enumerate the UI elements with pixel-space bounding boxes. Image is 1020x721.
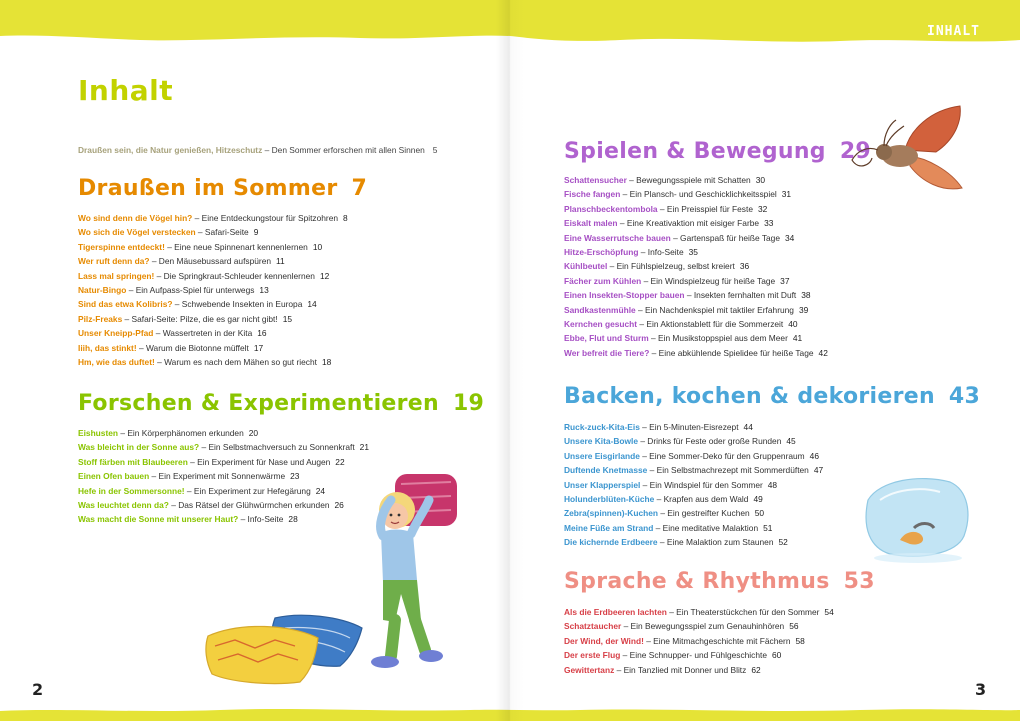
toc-entry-description: – Das Rätsel der Glühwürmchen erkunden <box>168 499 330 510</box>
toc-entry <box>78 269 348 283</box>
toc-entry-page: 58 <box>795 635 805 646</box>
toc-entry-page: 18 <box>321 356 332 367</box>
toc-entry <box>564 619 834 633</box>
toc-entry-description: – Gartenspaß für heiße Tage <box>670 232 780 243</box>
page-number-right: 3 <box>975 680 987 699</box>
toc-entry-page: 14 <box>307 299 317 310</box>
page-number-left: 2 <box>32 680 44 699</box>
toc-entry-page: 9 <box>253 227 259 238</box>
toc-entry-page: 49 <box>753 493 763 504</box>
intro-line <box>78 145 437 155</box>
toc-entry-title: Die kichernde Erdbeere <box>564 537 658 548</box>
toc-entry-page: 10 <box>312 241 323 252</box>
toc-entry-title: Der Wind, der Wind! <box>564 635 644 646</box>
toc-entry <box>78 355 348 369</box>
toc-entry <box>564 648 834 662</box>
toc-entry-description: – Ein Preisspiel für Feste <box>657 203 753 214</box>
book-gutter-shadow <box>496 0 524 721</box>
toc-entry-title: Ruck-zuck-Kita-Eis <box>564 422 640 432</box>
toc-entry-description: – Ein Selbstmachrezept mit Sommerdüften <box>647 465 809 476</box>
toc-entry-title: Wer befreit die Tiere? <box>564 347 650 358</box>
section-title-spielen <box>564 139 871 164</box>
toc-entry-page: 50 <box>754 508 765 519</box>
toc-entry-description: – Eine Schnupper- und Fühlgeschichte <box>620 650 767 661</box>
toc-entry-description: – Warum die Biotonne müffelt <box>136 342 249 353</box>
toc-entry-title: Eishusten <box>78 428 119 438</box>
toc-entry-title: Lass mal springen! <box>78 270 155 281</box>
toc-entry <box>564 449 823 463</box>
child-illustration <box>355 470 470 675</box>
toc-entry-page: 20 <box>248 428 259 438</box>
toc-entry <box>564 216 828 230</box>
section-page-number: 29 <box>839 139 872 164</box>
toc-entry-page: 22 <box>335 456 345 467</box>
section-entries-forschen <box>78 426 369 527</box>
toc-entry-description: – Info-Seite <box>638 246 684 257</box>
toc-entry-description: – Ein Tanzlied mit Donner und Blitz <box>614 664 747 675</box>
toc-entry-description: – Ein Nachdenkspiel mit taktiler Erfahrung <box>635 304 794 315</box>
toc-entry-title: Duftende Knetmasse <box>564 465 648 476</box>
toc-entry <box>564 331 828 345</box>
toc-entry-title: Unsere Kita-Bowle <box>564 436 638 447</box>
toc-entry <box>78 254 348 268</box>
toc-entry-description: – Eine Mitmachgeschichte mit Fächern <box>643 635 791 646</box>
toc-entry <box>564 259 828 273</box>
toc-entry <box>564 317 828 331</box>
toc-entry-title: Pilz-Freaks <box>78 313 123 324</box>
toc-entry-title: Fische fangen <box>564 189 621 200</box>
toc-entry <box>78 283 348 297</box>
page-title: Inhalt <box>78 74 174 107</box>
section-entries-draussen <box>78 211 348 369</box>
toc-entry-title: Unsere Eisgirlande <box>564 450 640 461</box>
toc-entry-page: 30 <box>755 175 766 185</box>
toc-entry-title: Unser Kneipp-Pfad <box>78 328 154 339</box>
ice-block-illustration <box>860 470 975 565</box>
section-page-number: 7 <box>351 176 368 201</box>
toc-entry-title: Fächer zum Kühlen <box>564 275 642 286</box>
toc-entry <box>564 187 828 201</box>
toc-entry <box>78 341 348 355</box>
toc-entry-description: – Bewegungsspiele mit Schatten <box>626 175 751 185</box>
toc-entry <box>564 492 823 506</box>
toc-entry-title: Eiskalt malen <box>564 218 618 229</box>
section-title-text: Forschen & Experimentieren <box>78 391 439 416</box>
toc-entry-description: – Ein Experiment für Nase und Augen <box>187 456 331 467</box>
toc-entry <box>78 426 369 440</box>
toc-entry <box>564 506 823 520</box>
toc-entry <box>564 434 823 448</box>
toc-entry <box>78 326 348 340</box>
section-title-forschen <box>78 391 484 416</box>
toc-entry-description: – Eine neue Spinnenart kennenlernen <box>164 241 308 252</box>
toc-entry-page: 32 <box>757 203 768 214</box>
toc-entry-page: 47 <box>813 465 824 476</box>
toc-entry <box>564 663 834 677</box>
section-title-text: Draußen im Sommer <box>78 176 338 201</box>
toc-entry-title: Wer ruft denn da? <box>78 256 150 267</box>
toc-entry-page: 8 <box>343 213 348 223</box>
toc-entry-description: – Ein Plansch- und Geschicklichkeitsspiel <box>620 189 777 200</box>
toc-entry-title: Ebbe, Flut und Sturm <box>564 333 649 344</box>
toc-entry-page: 42 <box>818 347 828 358</box>
toc-entry-title: Schattensucher <box>564 175 627 185</box>
toc-entry-title: Einen Insekten-Stopper bauen <box>564 290 685 301</box>
toc-entry-title: Zebra(spinnen)-Kuchen <box>564 508 658 519</box>
toc-entry-page: 39 <box>798 304 809 315</box>
toc-entry <box>78 455 369 469</box>
toc-entry-description: – Krapfen aus dem Wald <box>654 493 749 504</box>
toc-entry-description: – Ein gestreifter Kuchen <box>658 508 750 519</box>
toc-entry-title: Iiih, das stinkt! <box>78 342 137 353</box>
toc-entry-description: – Warum es nach dem Mähen so gut riecht <box>154 356 317 367</box>
toc-entry-page: 60 <box>772 650 782 661</box>
toc-entry-page: 45 <box>786 436 796 447</box>
toc-entry-title: Wo sind denn die Vögel hin? <box>78 213 193 223</box>
toc-entry-page: 21 <box>359 442 369 453</box>
intro-highlight: Draußen sein, die Natur genießen, Hitzeschutz <box>78 145 263 155</box>
toc-entry <box>78 440 369 454</box>
toc-entry <box>78 225 348 239</box>
toc-entry <box>564 420 823 434</box>
toc-entry-title: Sind das etwa Kolibris? <box>78 299 173 310</box>
toc-entry-page: 15 <box>282 313 293 324</box>
toc-entry-page: 44 <box>743 422 753 432</box>
toc-entry-title: Hefe in der Sommersonne! <box>78 485 185 496</box>
toc-entry-page: 48 <box>767 479 778 490</box>
toc-entry-title: Eine Wasserrutsche bauen <box>564 232 671 243</box>
section-page-number: 43 <box>948 384 981 409</box>
toc-entry <box>78 240 348 254</box>
toc-entry-title: Als die Erdbeeren lachten <box>564 607 667 617</box>
toc-entry-page: 31 <box>781 189 792 200</box>
intro-text: – Den Sommer erforschen mit allen Sinnen <box>262 145 425 155</box>
toc-entry-description: – Ein Fühlspielzeug, selbst kreiert <box>607 261 735 272</box>
toc-entry <box>78 498 369 512</box>
toc-entry-description: – Insekten fernhalten mit Duft <box>684 290 797 301</box>
toc-entry-page: 56 <box>789 621 799 632</box>
toc-entry-description: – Ein Bewegungsspiel zum Genauhinhören <box>621 621 785 632</box>
toc-entry <box>564 202 828 216</box>
toc-entry-page: 35 <box>688 246 698 257</box>
section-title-sprache <box>564 569 875 594</box>
toc-entry-page: 36 <box>739 261 750 272</box>
toc-entry <box>564 274 828 288</box>
toc-entry-description: – Safari-Seite: Pilze, die es gar nicht gibt! <box>122 313 278 324</box>
toc-entry-page: 51 <box>763 522 773 533</box>
toc-entry <box>564 634 834 648</box>
toc-entry-description: – Ein Windspielzeug für heiße Tage <box>641 275 776 286</box>
toc-entry <box>564 303 828 317</box>
toc-entry-description: – Schwebende Insekten in Europa <box>172 299 303 310</box>
section-title-text: Spielen & Bewegung <box>564 139 826 164</box>
toc-entry <box>564 288 828 302</box>
toc-entry-page: 28 <box>288 514 298 525</box>
toc-entry-description: – Ein Aktionstablett für die Sommerzeit <box>637 318 784 329</box>
toc-entry-description: – Safari-Seite <box>195 227 249 238</box>
toc-entry <box>564 535 823 549</box>
toc-entry-title: Was leuchtet denn da? <box>78 499 169 510</box>
toc-entry-page: 16 <box>257 328 267 339</box>
toc-entry-description: – Ein Theaterstückchen für den Sommer <box>666 607 820 617</box>
toc-entry-page: 12 <box>319 270 330 281</box>
toc-entry-title: Einen Ofen bauen <box>78 471 150 482</box>
toc-entry-description: – Eine abkühlende Spielidee für heiße Tage <box>649 347 814 358</box>
toc-entry <box>78 469 369 483</box>
toc-entry-page: 34 <box>785 232 795 243</box>
toc-entry-description: – Ein Körperphänomen erkunden <box>118 428 244 438</box>
toc-entry-title: Planschbeckentombola <box>564 203 658 214</box>
toc-entry-title: Der erste Flug <box>564 650 621 661</box>
toc-entry-title: Holunderblüten-Küche <box>564 493 655 504</box>
toc-entry-description: – Ein Musikstoppspiel aus dem Meer <box>648 333 788 344</box>
toc-entry-description: – Eine Entdeckungstour für Spitzohren <box>192 213 339 223</box>
toc-entry-description: – Den Mäusebussard aufspüren <box>149 256 272 267</box>
toc-entry-title: Hm, wie das duftet! <box>78 356 155 367</box>
toc-entry-description: – Info-Seite <box>238 514 284 525</box>
toc-entry <box>78 297 348 311</box>
toc-entry-title: Unser Klapperspiel <box>564 479 641 490</box>
toc-entry-page: 40 <box>788 318 798 329</box>
toc-entry-page: 37 <box>780 275 790 286</box>
toc-entry-page: 11 <box>276 256 285 267</box>
toc-entry-page: 46 <box>809 450 819 461</box>
toc-entry-title: Meine Füße am Strand <box>564 522 654 533</box>
toc-entry-page: 38 <box>801 290 811 301</box>
toc-entry-title: Was bleicht in der Sonne aus? <box>78 442 200 453</box>
toc-entry-page: 24 <box>315 485 326 496</box>
section-page-number: 53 <box>843 569 875 594</box>
toc-entry-title: Gewittertanz <box>564 664 615 675</box>
toc-entry-page: 17 <box>253 342 264 353</box>
toc-entry-title: Tigerspinne entdeckt! <box>78 241 165 252</box>
moth-illustration <box>850 100 970 200</box>
toc-entry-description: – Eine Sommer-Deko für den Gruppenraum <box>639 450 805 461</box>
toc-entry-title: Was macht die Sonne mit unserer Haut? <box>78 514 239 525</box>
toc-entry <box>564 245 828 259</box>
toc-entry-description: – Wassertreten in der Kita <box>153 328 253 339</box>
toc-entry <box>78 512 369 526</box>
toc-entry-title: Wo sich die Vögel verstecken <box>78 227 196 238</box>
toc-entry-title: Stoff färben mit Blaubeeren <box>78 456 188 467</box>
section-entries-spielen <box>564 173 828 360</box>
section-entries-backen <box>564 420 823 550</box>
toc-entry-description: – Ein Aufpass-Spiel für unterwegs <box>126 284 255 295</box>
toc-entry-page: 26 <box>334 499 344 510</box>
toc-entry-page: 33 <box>764 218 774 229</box>
toc-entry-description: – Eine meditative Malaktion <box>653 522 759 533</box>
section-page-number: 19 <box>452 391 485 416</box>
toc-entry-description: – Ein Experiment mit Sonnenwärme <box>149 471 286 482</box>
toc-entry-page: 62 <box>751 664 761 675</box>
toc-entry-title: Natur-Bingo <box>78 284 127 295</box>
section-title-text: Backen, kochen & dekorieren <box>564 384 935 409</box>
toc-entry <box>564 463 823 477</box>
toc-entry <box>78 484 369 498</box>
toc-entry <box>78 312 348 326</box>
toc-entry <box>564 346 828 360</box>
toc-entry-description: – Ein 5-Minuten-Eisrezept <box>639 422 739 432</box>
toc-entry-page: 41 <box>792 333 803 344</box>
toc-entry-title: Sandkastenmühle <box>564 304 636 315</box>
section-title-backen <box>564 384 980 409</box>
toc-entry <box>564 605 834 619</box>
toc-entry-description: – Ein Experiment zur Hefegärung <box>184 485 311 496</box>
section-title-text: Sprache & Rhythmus <box>564 569 830 594</box>
toc-entry-description: – Eine Malaktion zum Staunen <box>657 537 774 548</box>
toc-entry-title: Schatztaucher <box>564 621 622 632</box>
toc-entry-title: Kernchen gesucht <box>564 318 638 329</box>
toc-entry-description: – Eine Kreativaktion mit eisiger Farbe <box>617 218 760 229</box>
cushions-illustration <box>200 610 370 690</box>
intro-page: 5 <box>432 145 438 155</box>
section-title-draussen <box>78 176 367 201</box>
toc-entry <box>564 231 828 245</box>
toc-entry-page: 23 <box>290 471 300 482</box>
toc-entry <box>564 173 828 187</box>
toc-entry <box>564 478 823 492</box>
header-tag: INHALT <box>927 24 980 39</box>
toc-entry-page: 13 <box>259 284 269 295</box>
toc-entry-page: 52 <box>778 537 788 548</box>
toc-entry <box>78 211 348 225</box>
toc-entry-title: Hitze-Erschöpfung <box>564 246 639 257</box>
toc-entry-description: – Die Springkraut-Schleuder kennenlernen <box>154 270 315 281</box>
toc-entry-title: Kühlbeutel <box>564 261 608 272</box>
toc-entry-description: – Drinks für Feste oder große Runden <box>638 436 782 447</box>
toc-entry-page: 54 <box>824 607 834 617</box>
toc-entry-description: – Ein Windspiel für den Sommer <box>640 479 763 490</box>
toc-entry <box>564 521 823 535</box>
toc-entry-description: – Ein Selbstmachversuch zu Sonnenkraft <box>199 442 355 453</box>
section-entries-sprache <box>564 605 834 677</box>
